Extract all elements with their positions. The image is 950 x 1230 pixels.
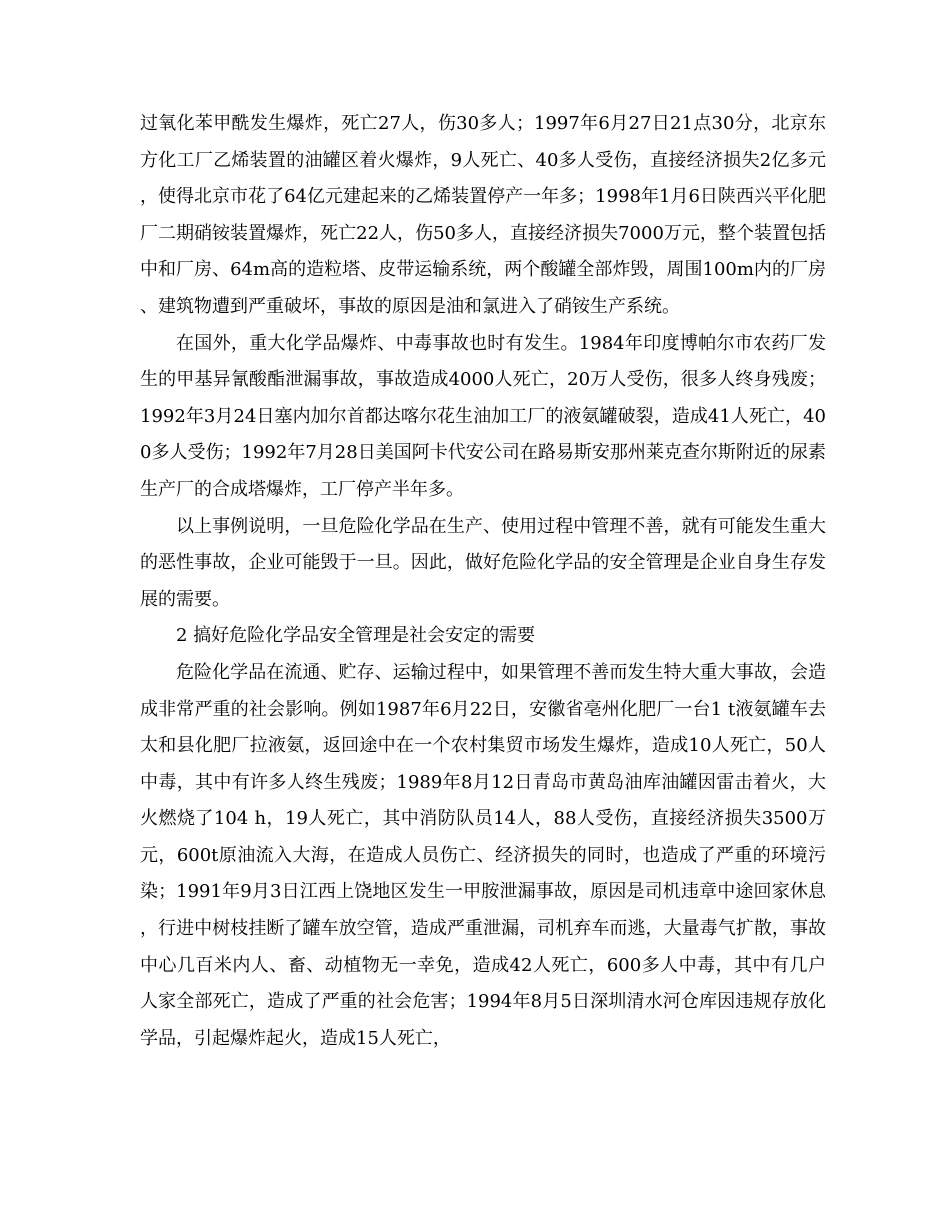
paragraph-domestic-accidents: 过氧化苯甲酰发生爆炸，死亡27人，伤30多人；1997年6月27日21点30分，北京东方化工厂乙烯装置的油罐区着火爆炸，9人死亡、40多人受伤，直接经济损失2亿多元，使得北京市花了64亿元建起来的乙烯装置停产一年多；1998年1月6日陕西兴平化肥厂二期硝铵装置爆炸，死亡22人，伤50多人，直接经济损失7000万元，整个装置包括中和厂房、64m高的造粒塔、皮带运输系统，两个酸罐全部炸毁，周围100m内的厂房、建筑物遭到严重破坏，事故的原因是油和氯进入了硝铵生产系统。 — [140, 113, 826, 317]
section-heading: 2 搞好危险化学品安全管理是社会安定的需要 — [176, 625, 536, 647]
paragraph-foreign-accidents: 在国外，重大化学品爆炸、中毒事故也时有发生。1984年印度博帕尔市农药厂发生的甲基异氰酸酯泄漏事故，事故造成4000人死亡，20万人受伤，很多人终身残废；1992年3月24日塞内加尔首都达喀尔花生油加工厂的液氨罐破裂，造成41人死亡，400多人受伤；1992年7月28日美国阿卡代安公司在路易斯安那州莱克查尔斯附近的尿素生产厂的合成塔爆炸，工厂停产半年多。 — [140, 332, 826, 500]
document-page — [140, 106, 826, 1057]
paragraph-conclusion: 以上事例说明，一旦危险化学品在生产、使用过程中管理不善，就有可能发生重大的恶性事故，企业可能毁于一旦。因此，做好危险化学品的安全管理是企业自身生存发展的需要。 — [140, 515, 826, 610]
paragraph-social-impact: 危险化学品在流通、贮存、运输过程中，如果管理不善而发生特大重大事故，会造成非常严重的社会影响。例如1987年6月22日，安徽省亳州化肥厂一台1 t液氨罐车去太和县化肥厂拉液氨，返回途中在一个农村集贸市场发生爆炸，造成10人死亡，50人中毒，其中有许多人终生残废；1989年8月12日青岛市黄岛油库油罐因雷击着火，大火燃烧了104 h，19人死亡，其中消防队员14人，88人受伤，直接经济损失3500万元，600t原油流入大海，在造成人员伤亡、经济损失的同时，也造成了严重的环境污染；1991年9月3日江西上饶地区发生一甲胺泄漏事故，原因是司机违章中途回家休息，行进中树枝挂断了罐车放空管，造成严重泄漏，司机弃车而逃，大量毒气扩散，事故中心几百米内人、畜、动植物无一幸免，造成42人死亡，600多人中毒，其中有几户人家全部死亡，造成了严重的社会危害；1994年8月5日深圳清水河仓库因违规存放化学品，引起爆炸起火，造成15人死亡， — [140, 661, 826, 1049]
